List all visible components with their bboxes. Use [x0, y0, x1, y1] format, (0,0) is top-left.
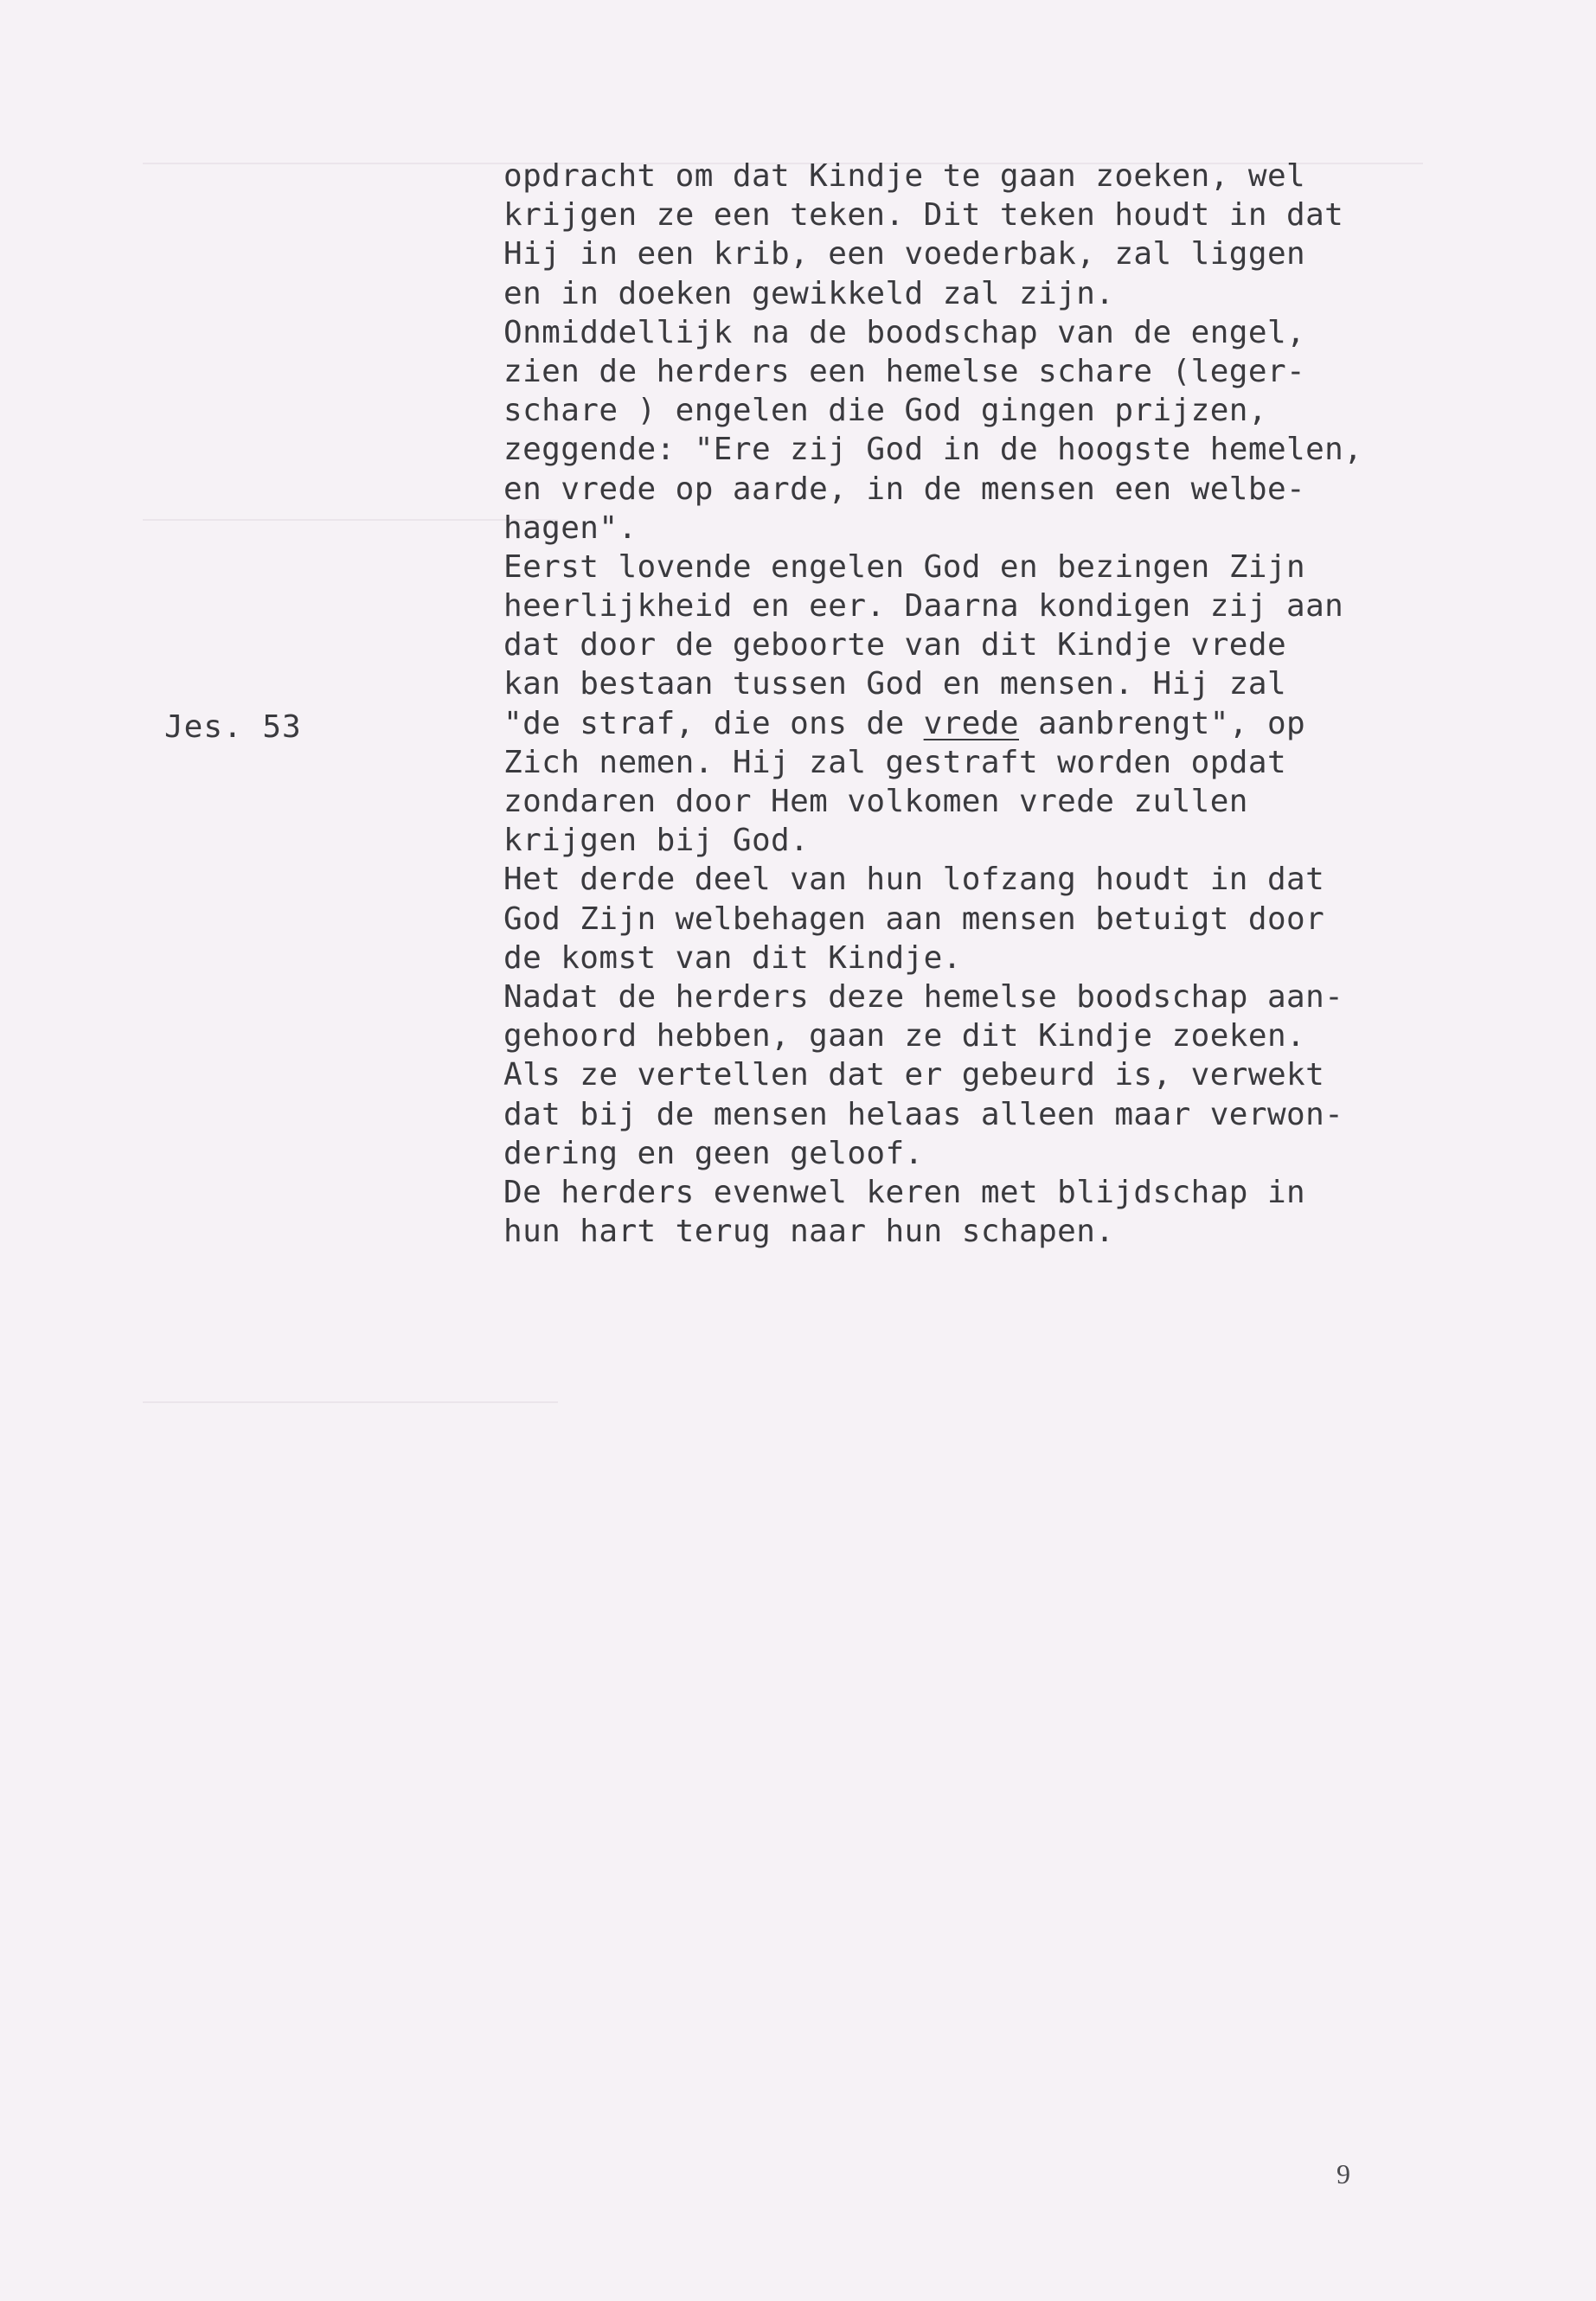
- text-line: dering en geen geloof.: [503, 1135, 924, 1171]
- text-line: krijgen ze een teken. Dit teken houdt in dat: [503, 197, 1344, 234]
- text-line: Nadat de herders deze hemelse boodschap aan-: [503, 978, 1344, 1015]
- text-segment: "de straf, die ons de: [503, 705, 924, 741]
- text-line: de komst van dit Kindje.: [503, 939, 962, 976]
- text-line: zien de herders een hemelse schare (leger-: [503, 353, 1306, 389]
- text-line: hagen".: [503, 510, 638, 546]
- text-line: opdracht om dat Kindje te gaan zoeken, wel: [503, 158, 1306, 194]
- body-text: [503, 157, 1455, 1251]
- text-segment: aanbrengt", op: [1019, 705, 1306, 741]
- text-line: krijgen bij God.: [503, 823, 810, 859]
- text-line: dat bij de mensen helaas alleen maar verwon-: [503, 1096, 1344, 1132]
- text-line: zeggende: "Ere zij God in de hoogste hemelen,: [503, 432, 1363, 468]
- text-line: en in doeken gewikkeld zal zijn.: [503, 275, 1115, 311]
- text-line: schare ) engelen die God gingen prijzen,: [503, 393, 1267, 429]
- text-line: God Zijn welbehagen aan mensen betuigt door: [503, 901, 1325, 937]
- text-line: heerlijkheid en eer. Daarna kondigen zij aan: [503, 588, 1344, 625]
- bleed-through-rule: [143, 1401, 558, 1403]
- text-line: Als ze vertellen dat er gebeurd is, verwekt: [503, 1057, 1325, 1093]
- text-line: Onmiddellijk na de boodschap van de engel,: [503, 314, 1306, 350]
- underlined-word: vrede: [923, 705, 1019, 741]
- text-line: en vrede op aarde, in de mensen een welbe-: [503, 471, 1306, 507]
- text-line: Hij in een krib, een voederbak, zal liggen: [503, 236, 1306, 272]
- text-line: gehoord hebben, gaan ze dit Kindje zoeken.: [503, 1018, 1306, 1054]
- text-line: De herders evenwel keren met blijdschap in: [503, 1174, 1306, 1210]
- text-line: [503, 704, 1455, 743]
- text-line: kan bestaan tussen God en mensen. Hij zal: [503, 666, 1287, 702]
- bleed-through-rule: [143, 519, 558, 521]
- text-line: Zich nemen. Hij zal gestraft worden opdat: [503, 744, 1287, 780]
- margin-reference: Jes. 53: [164, 709, 302, 745]
- text-line: hun hart terug naar hun schapen.: [503, 1214, 1115, 1250]
- page-number: 9: [1336, 2158, 1350, 2189]
- text-line: Eerst lovende engelen God en bezingen Zijn: [503, 548, 1306, 585]
- text-line: Het derde deel van hun lofzang houdt in dat: [503, 862, 1325, 898]
- text-line: zondaren door Hem volkomen vrede zullen: [503, 784, 1248, 819]
- text-line: dat door de geboorte van dit Kindje vrede: [503, 627, 1287, 663]
